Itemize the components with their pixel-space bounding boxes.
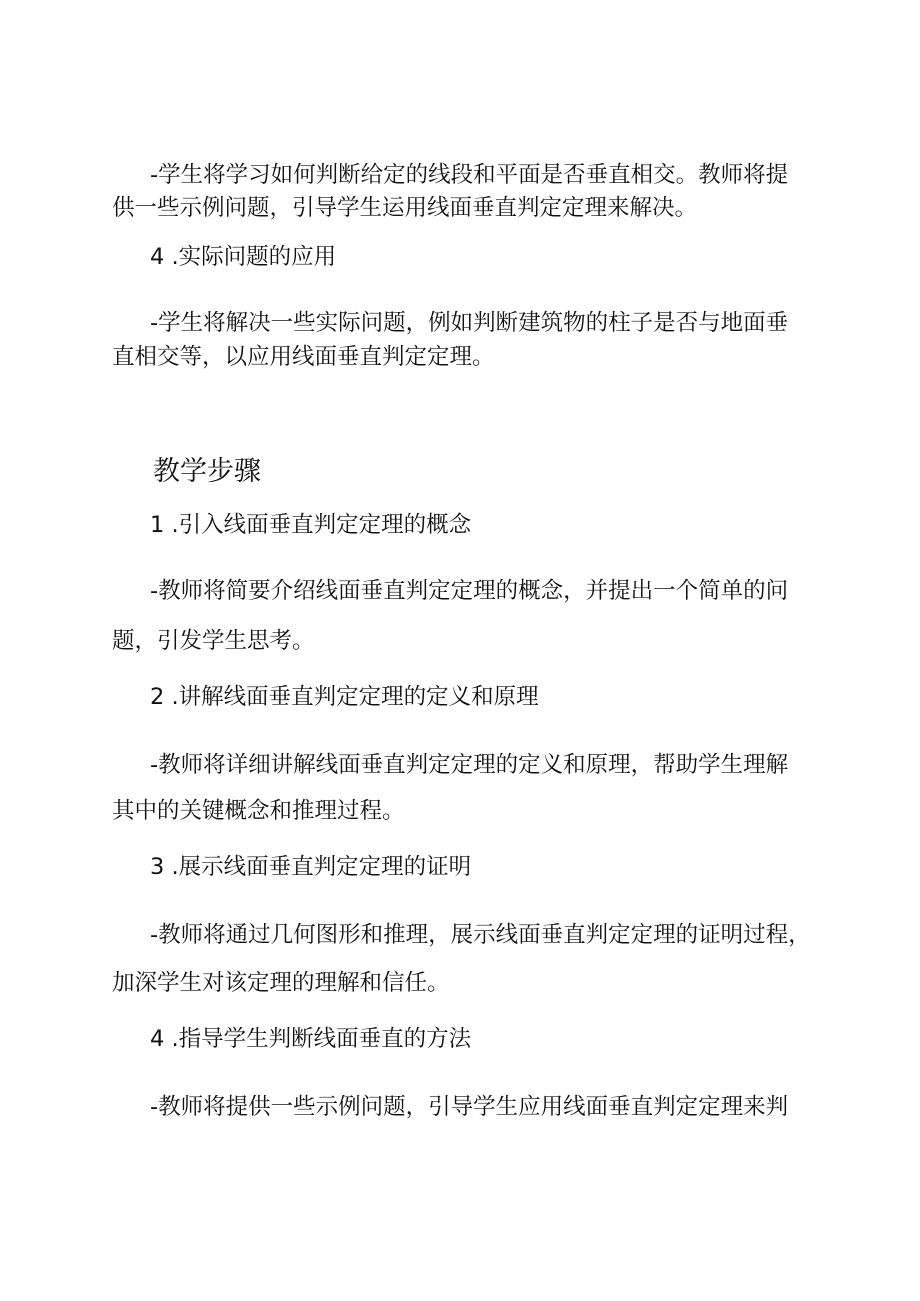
section-heading: 教学步骤 (153, 456, 261, 487)
paragraph-line: -学生将解决一些实际问题，例如判断建筑物的柱子是否与地面垂 (150, 310, 789, 336)
step-title: 3 .展示线面垂直判定定理的证明 (150, 854, 472, 880)
paragraph-line: 其中的关键概念和推理过程。 (112, 798, 405, 824)
paragraph-line: -教师将提供一些示例问题，引导学生应用线面垂直判定定理来判 (150, 1094, 789, 1120)
paragraph-line: 直相交等，以应用线面垂直判定定理。 (112, 344, 495, 370)
step-title: 1 .引入线面垂直判定定理的概念 (150, 512, 472, 538)
step-title: 4 .指导学生判断线面垂直的方法 (150, 1026, 472, 1052)
paragraph-line: 题，引发学生思考。 (112, 628, 315, 654)
paragraph-line: -教师将详细讲解线面垂直判定定理的定义和原理，帮助学生理解 (150, 752, 789, 778)
paragraph-line: -教师将通过几何图形和推理，展示线面垂直判定定理的证明过程， (150, 922, 811, 948)
item-title: 4 .实际问题的应用 (150, 244, 337, 270)
paragraph-line: 供一些示例问题，引导学生运用线面垂直判定定理来解决。 (112, 195, 698, 221)
step-title: 2 .讲解线面垂直判定定理的定义和原理 (150, 684, 539, 710)
paragraph-line: -学生将学习如何判断给定的线段和平面是否垂直相交。教师将提 (150, 162, 789, 188)
paragraph-line: -教师将简要介绍线面垂直判定定理的概念，并提出一个简单的问 (150, 578, 789, 604)
paragraph-line: 加深学生对该定理的理解和信任。 (112, 970, 450, 996)
